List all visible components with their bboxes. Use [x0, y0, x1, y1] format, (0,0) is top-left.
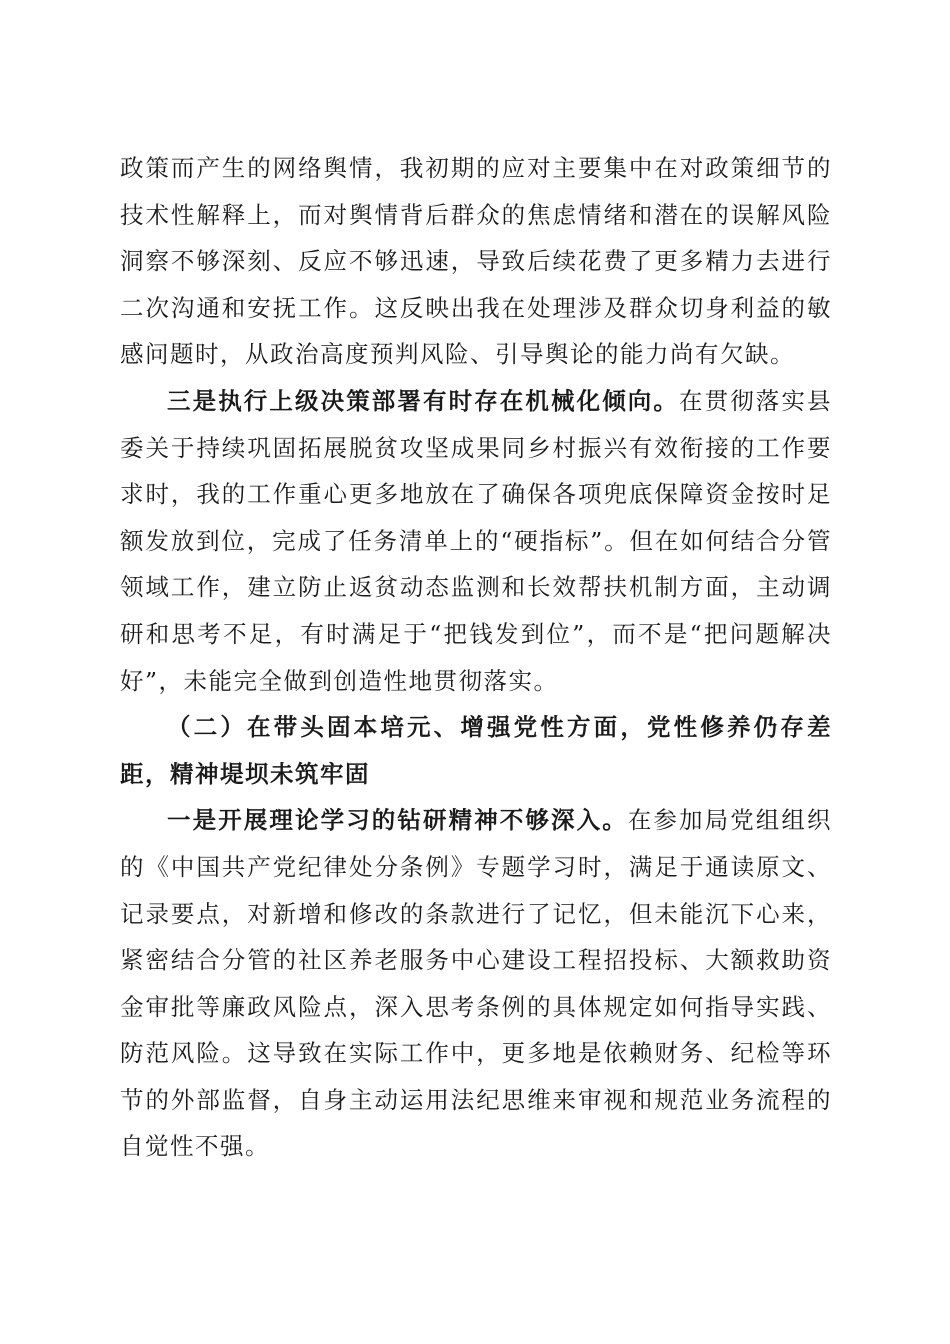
paragraph-text: 政策而产生的网络舆情，我初期的应对主要集中在对政策细节的技术性解释上，而对舆情背后群众的焦虑情绪和潜在的误解风险洞察不够深刻、反应不够迅速，导致后续花费了更多精力去进行二次沟通和安抚工作。这反映出我在处理涉及群众切身利益的敏感问题时，从政治高度预判风险、引导舆论的能力尚有欠缺。 — [120, 154, 832, 369]
paragraph-point-three — [120, 378, 832, 704]
paragraph-lead: 一是开展理论学习的钻研精神不够深入。 — [167, 806, 628, 835]
paragraph-text: 在贯彻落实县委关于持续巩固拓展脱贫攻坚成果同乡村振兴有效衔接的工作要求时，我的工作重心更多地放在了确保各项兜底保障资金按时足额发放到位，完成了任务清单上的“硬指标”。但在如何结合分管领域工作，建立防止返贫动态监测和长效帮扶机制方面，主动调研和思考不足，有时满足于“把钱发到位”，而不是“把问题解决好”，未能完全做到创造性地贯彻落实。 — [120, 386, 832, 695]
paragraph-text: 在参加局党组组织的《中国共产党纪律处分条例》专题学习时，满足于通读原文、记录要点，对新增和修改的条款进行了记忆，但未能沉下心来，紧密结合分管的社区养老服务中心建设工程招投标、大额救助资金审批等廉政风险点，深入思考条例的具体规定如何指导实践、防范风险。这导致在实际工作中，更多地是依赖财务、纪检等环节的外部监督，自身主动运用法纪思维来审视和规范业务流程的自觉性不强。 — [120, 806, 833, 1161]
paragraph-lead: 三是执行上级决策部署有时存在机械化倾向。 — [167, 386, 679, 415]
document-page — [120, 145, 832, 1170]
section-heading: （二）在带头固本培元、增强党性方面，党性修养仍存差距，精神堤坝未筑牢固 — [120, 713, 832, 788]
paragraph-point-one — [120, 797, 832, 1170]
paragraph-continuation — [120, 145, 832, 378]
